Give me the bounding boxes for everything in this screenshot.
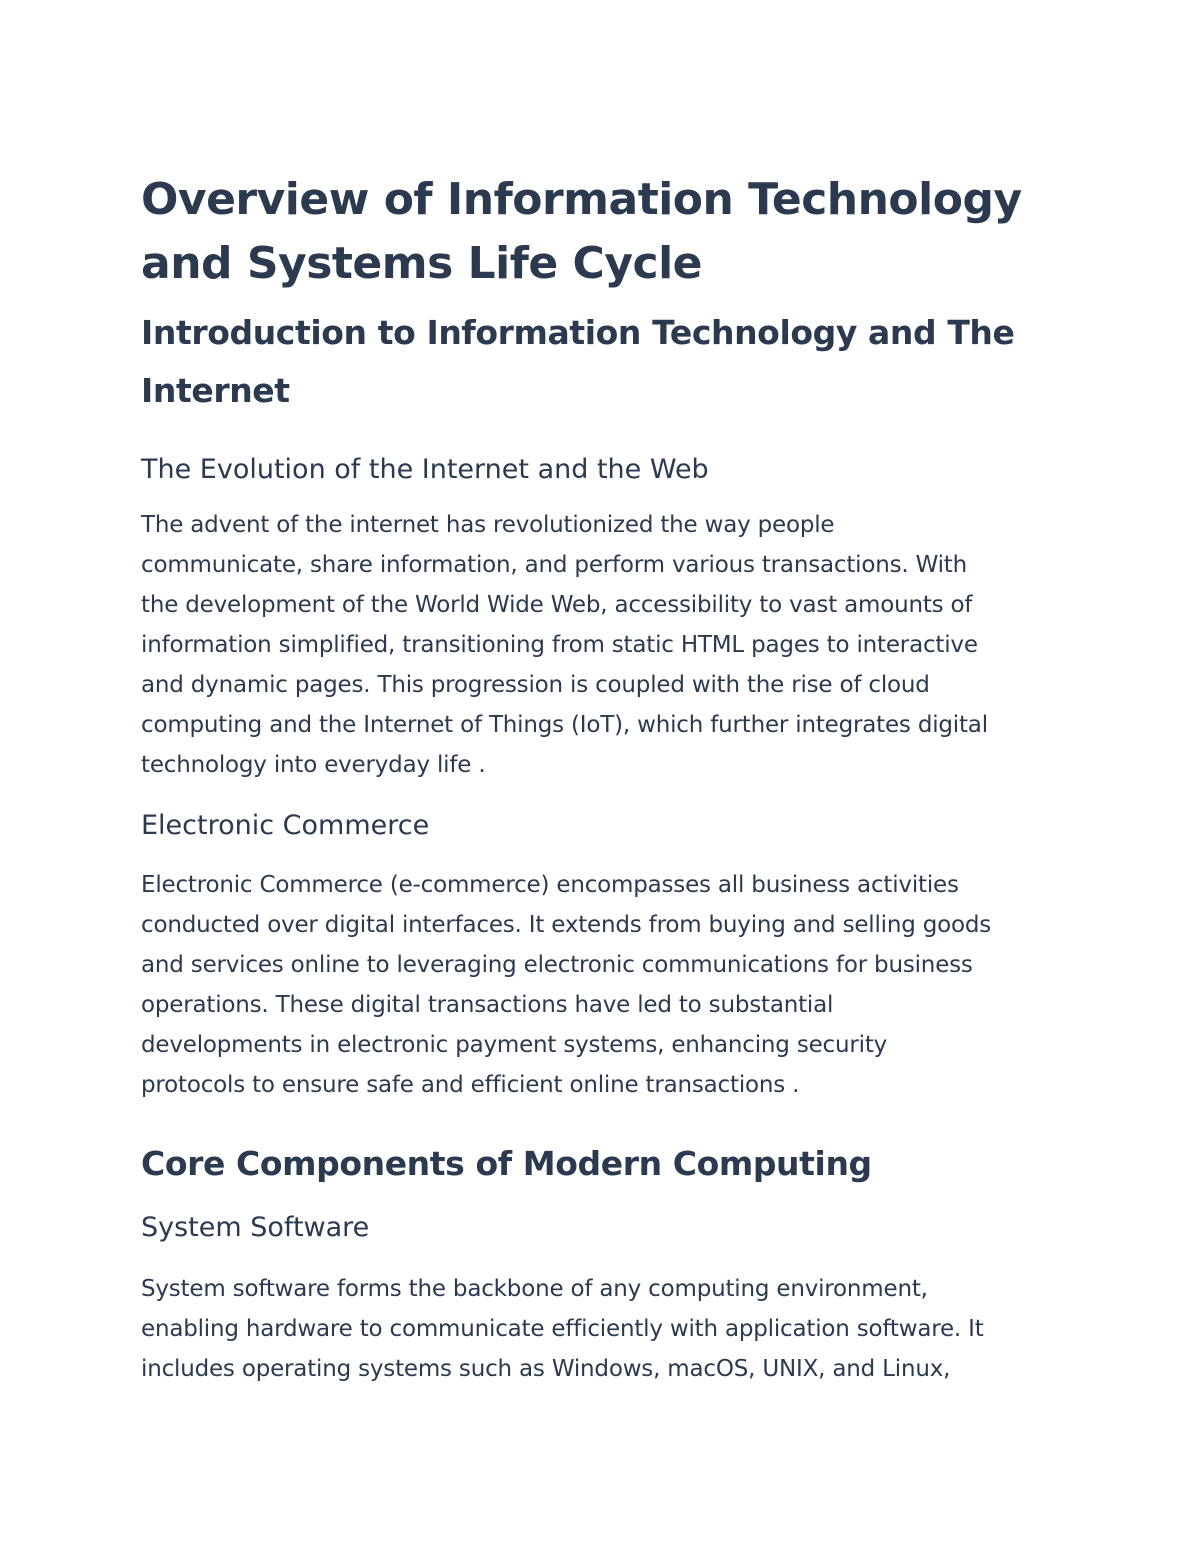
subsection-heading-evolution: The Evolution of the Internet and the Web bbox=[141, 454, 709, 485]
paragraph-line: System software forms the backbone of any computing environment, bbox=[141, 1276, 928, 1302]
paragraph-line: conducted over digital interfaces. It extends from buying and selling goods bbox=[141, 912, 992, 938]
section-heading-core-components bbox=[141, 1139, 1061, 1189]
paragraph-line: includes operating systems such as Windows, macOS, UNIX, and Linux, bbox=[141, 1356, 951, 1382]
paragraph-line: communicate, share information, and perform various transactions. With bbox=[141, 552, 968, 578]
subsection-heading-system-software: System Software bbox=[141, 1212, 370, 1243]
title-line: and Systems Life Cycle bbox=[141, 238, 703, 289]
document-page bbox=[141, 168, 1061, 1389]
paragraph-line: technology into everyday life . bbox=[141, 752, 486, 778]
section-heading-line: Core Components of Modern Computing bbox=[141, 1144, 872, 1183]
paragraph-line: enabling hardware to communicate efficiently with application software. It bbox=[141, 1316, 984, 1342]
paragraph-evolution bbox=[141, 505, 1061, 785]
subsection-heading-ecommerce: Electronic Commerce bbox=[141, 810, 430, 841]
title-line: Overview of Information Technology bbox=[141, 174, 1022, 225]
paragraph-line: and dynamic pages. This progression is coupled with the rise of cloud bbox=[141, 672, 930, 698]
paragraph-line: Electronic Commerce (e-commerce) encompasses all business activities bbox=[141, 872, 959, 898]
paragraph-ecommerce bbox=[141, 865, 1061, 1105]
paragraph-line: and services online to leveraging electronic communications for business bbox=[141, 952, 973, 978]
paragraph-line: information simplified, transitioning from static HTML pages to interactive bbox=[141, 632, 978, 658]
paragraph-line: The advent of the internet has revolutionized the way people bbox=[141, 512, 835, 538]
paragraph-system-software bbox=[141, 1269, 1061, 1389]
paragraph-line: protocols to ensure safe and efficient online transactions . bbox=[141, 1072, 800, 1098]
document-title bbox=[141, 168, 1061, 296]
section-heading-line: Introduction to Information Technology and The bbox=[141, 313, 1015, 352]
paragraph-line: developments in electronic payment systems, enhancing security bbox=[141, 1032, 888, 1058]
section-heading-intro bbox=[141, 304, 1061, 420]
section-heading-line: Internet bbox=[141, 371, 290, 410]
paragraph-line: operations. These digital transactions have led to substantial bbox=[141, 992, 834, 1018]
paragraph-line: computing and the Internet of Things (IoT), which further integrates digital bbox=[141, 712, 988, 738]
paragraph-line: the development of the World Wide Web, accessibility to vast amounts of bbox=[141, 592, 973, 618]
